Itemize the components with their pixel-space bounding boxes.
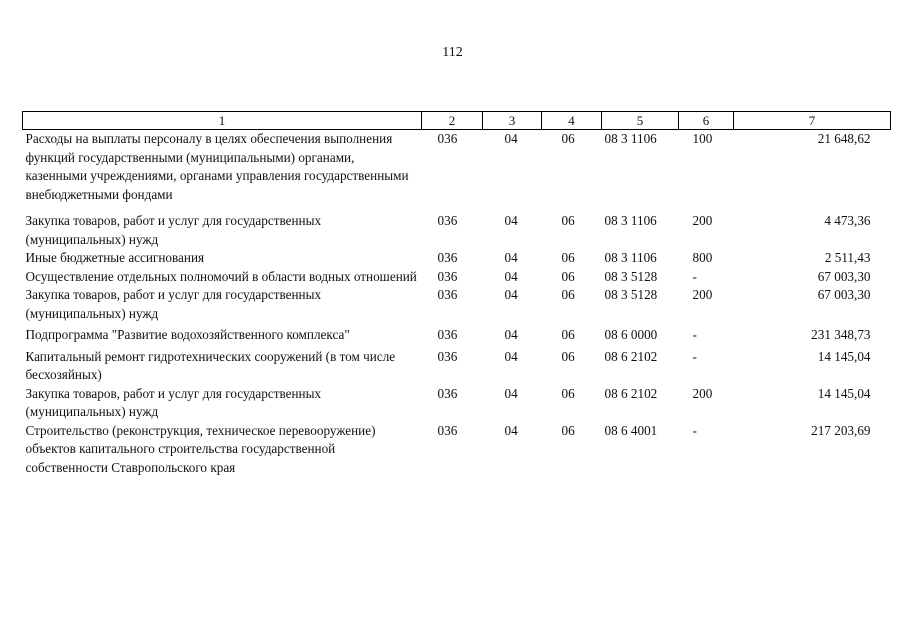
amount: 21 648,62 [817, 131, 871, 146]
section-code: 04 [504, 327, 518, 342]
ministry-code: 036 [437, 385, 458, 401]
budget-table [22, 111, 891, 477]
page-number: 112 [442, 45, 463, 60]
expense-name: Строительство (реконструкция, техническое перевооружение) объектов капитального строительства государственной собственности Ставропольского края [25, 422, 376, 475]
expense-name: Закупка товаров, работ и услуг для государственных (муниципальных) нужд [25, 213, 322, 247]
expense-name: Капитальный ремонт гидротехнических сооружений (в том числе бесхозяйных) [25, 348, 396, 382]
expense-name: Иные бюджетные ассигнования [25, 250, 205, 265]
target-article-code: 08 6 2102 [604, 385, 658, 401]
subsection-code: 06 [561, 287, 575, 302]
column-header-5: 5 [602, 112, 679, 130]
target-article-code: 08 3 1106 [604, 213, 657, 228]
expense-type-code: - [692, 348, 697, 364]
subsection-code: 06 [561, 422, 575, 438]
ministry-code: 036 [437, 348, 458, 364]
table-row [23, 268, 891, 287]
column-header-3: 3 [483, 112, 542, 130]
subsection-code: 06 [561, 327, 575, 342]
section-code: 04 [504, 287, 518, 302]
section-code: 04 [504, 348, 518, 364]
amount: 14 145,04 [817, 385, 871, 401]
section-code: 04 [504, 385, 518, 401]
ministry-code: 036 [437, 250, 458, 265]
column-header-1: 1 [23, 112, 422, 130]
amount: 67 003,30 [817, 268, 871, 284]
expense-type-code: - [692, 268, 697, 284]
ministry-code: 036 [437, 287, 458, 302]
table-row [23, 323, 891, 345]
expense-type-code: 800 [692, 250, 713, 265]
expense-name: Закупка товаров, работ и услуг для государственных (муниципальных) нужд [25, 385, 322, 419]
table-body [23, 130, 891, 478]
expense-type-code: - [692, 327, 697, 342]
table-row [23, 422, 891, 478]
ministry-code: 036 [437, 131, 458, 146]
section-code: 04 [504, 250, 518, 265]
target-article-code: 08 6 4001 [604, 422, 658, 438]
column-header-2: 2 [422, 112, 483, 130]
section-code: 04 [504, 213, 518, 228]
amount: 67 003,30 [817, 287, 871, 302]
expense-type-code: - [692, 422, 697, 438]
table-row [23, 130, 891, 205]
subsection-code: 06 [561, 348, 575, 364]
section-code: 04 [504, 268, 518, 284]
expense-name: Подпрограмма "Развитие водохозяйственного комплекса" [25, 327, 350, 342]
column-number-row [23, 112, 891, 130]
table-row [23, 385, 891, 422]
subsection-code: 06 [561, 268, 575, 284]
subsection-code: 06 [561, 250, 575, 265]
target-article-code: 08 3 5128 [604, 268, 658, 284]
ministry-code: 036 [437, 268, 458, 284]
expense-name: Осуществление отдельных полномочий в области водных отношений [25, 268, 417, 284]
expense-type-code: 200 [692, 385, 713, 401]
table-row [23, 204, 891, 249]
expense-type-code: 100 [692, 131, 713, 146]
section-code: 04 [504, 422, 518, 438]
table-row [23, 249, 891, 268]
table-row [23, 345, 891, 385]
target-article-code: 08 6 2102 [604, 348, 658, 364]
amount: 2 511,43 [824, 250, 871, 265]
subsection-code: 06 [561, 131, 575, 146]
expense-type-code: 200 [692, 213, 713, 228]
amount: 4 473,36 [824, 213, 871, 228]
target-article-code: 08 6 0000 [604, 327, 658, 342]
amount: 231 348,73 [811, 327, 871, 342]
subsection-code: 06 [561, 213, 575, 228]
expense-name: Закупка товаров, работ и услуг для государственных (муниципальных) нужд [25, 287, 322, 321]
expense-name: Расходы на выплаты персоналу в целях обеспечения выполнения функций государственными (муниципальными) органами, казенными учреждениями, органами управления государственными внебюджетными фондами [25, 131, 409, 202]
ministry-code: 036 [437, 422, 458, 438]
expense-type-code: 200 [692, 287, 713, 302]
ministry-code: 036 [437, 327, 458, 342]
target-article-code: 08 3 1106 [604, 131, 657, 146]
subsection-code: 06 [561, 385, 575, 401]
target-article-code: 08 3 5128 [604, 287, 658, 302]
column-header-6: 6 [679, 112, 734, 130]
column-header-7: 7 [734, 112, 891, 130]
ministry-code: 036 [437, 213, 458, 228]
table-row [23, 286, 891, 323]
target-article-code: 08 3 1106 [604, 250, 657, 265]
section-code: 04 [504, 131, 518, 146]
table-header [23, 112, 891, 130]
column-header-4: 4 [542, 112, 602, 130]
amount: 14 145,04 [817, 348, 871, 364]
amount: 217 203,69 [811, 422, 871, 438]
